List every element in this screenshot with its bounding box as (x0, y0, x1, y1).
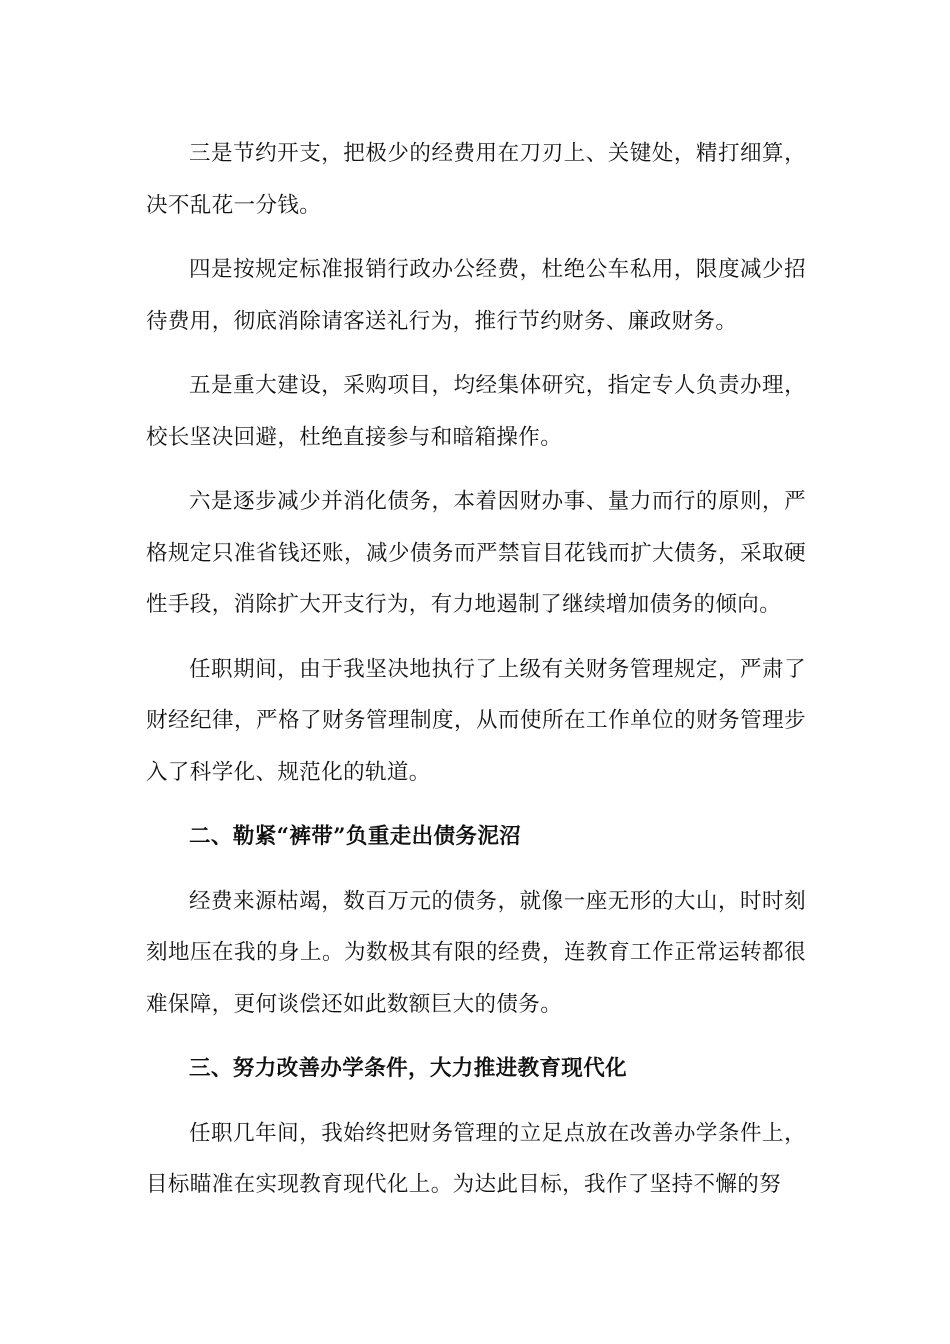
paragraph-item-5: 五是重大建设，采购项目，均经集体研究，指定专人负责办理，校长坚决回避，杜绝直接参与和暗箱操作。 (146, 373, 806, 450)
document-body (146, 128, 806, 1224)
paragraph-modernization: 任职几年间，我始终把财务管理的立足点放在改善办学条件上，目标瞄准在实现教育现代化上。为达此目标，我作了坚持不懈的努 (146, 1120, 806, 1197)
section-heading-3: 三、努力改善办学条件，大力推进教育现代化 (189, 1056, 628, 1081)
section-heading-2: 二、勒紧“裤带”负重走出债务泥沼 (189, 824, 522, 849)
paragraph-item-6: 六是逐步减少并消化债务，本着因财办事、量力而行的原则，严格规定只准省钱还账，减少债务而严禁盲目花钱而扩大债务，采取硬性手段，消除扩大开支行为，有力地遏制了继续增加债务的倾向。 (146, 489, 806, 617)
paragraph-summary: 任职期间，由于我坚决地执行了上级有关财务管理规定，严肃了财经纪律，严格了财务管理制度，从而使所在工作单位的财务管理步入了科学化、规范化的轨道。 (146, 656, 806, 785)
paragraph-debt: 经费来源枯竭，数百万元的债务，就像一座无形的大山，时时刻刻地压在我的身上。为数极其有限的经费，连教育工作正常运转都很难保障，更何谈偿还如此数额巨大的债务。 (146, 888, 806, 1017)
paragraph-item-4: 四是按规定标准报销行政办公经费，杜绝公车私用，限度减少招待费用，彻底消除请客送礼行为，推行节约财务、廉政财务。 (146, 257, 806, 334)
paragraph-item-3: 三是节约开支，把极少的经费用在刀刃上、关键处，精打细算，决不乱花一分钱。 (146, 141, 806, 218)
